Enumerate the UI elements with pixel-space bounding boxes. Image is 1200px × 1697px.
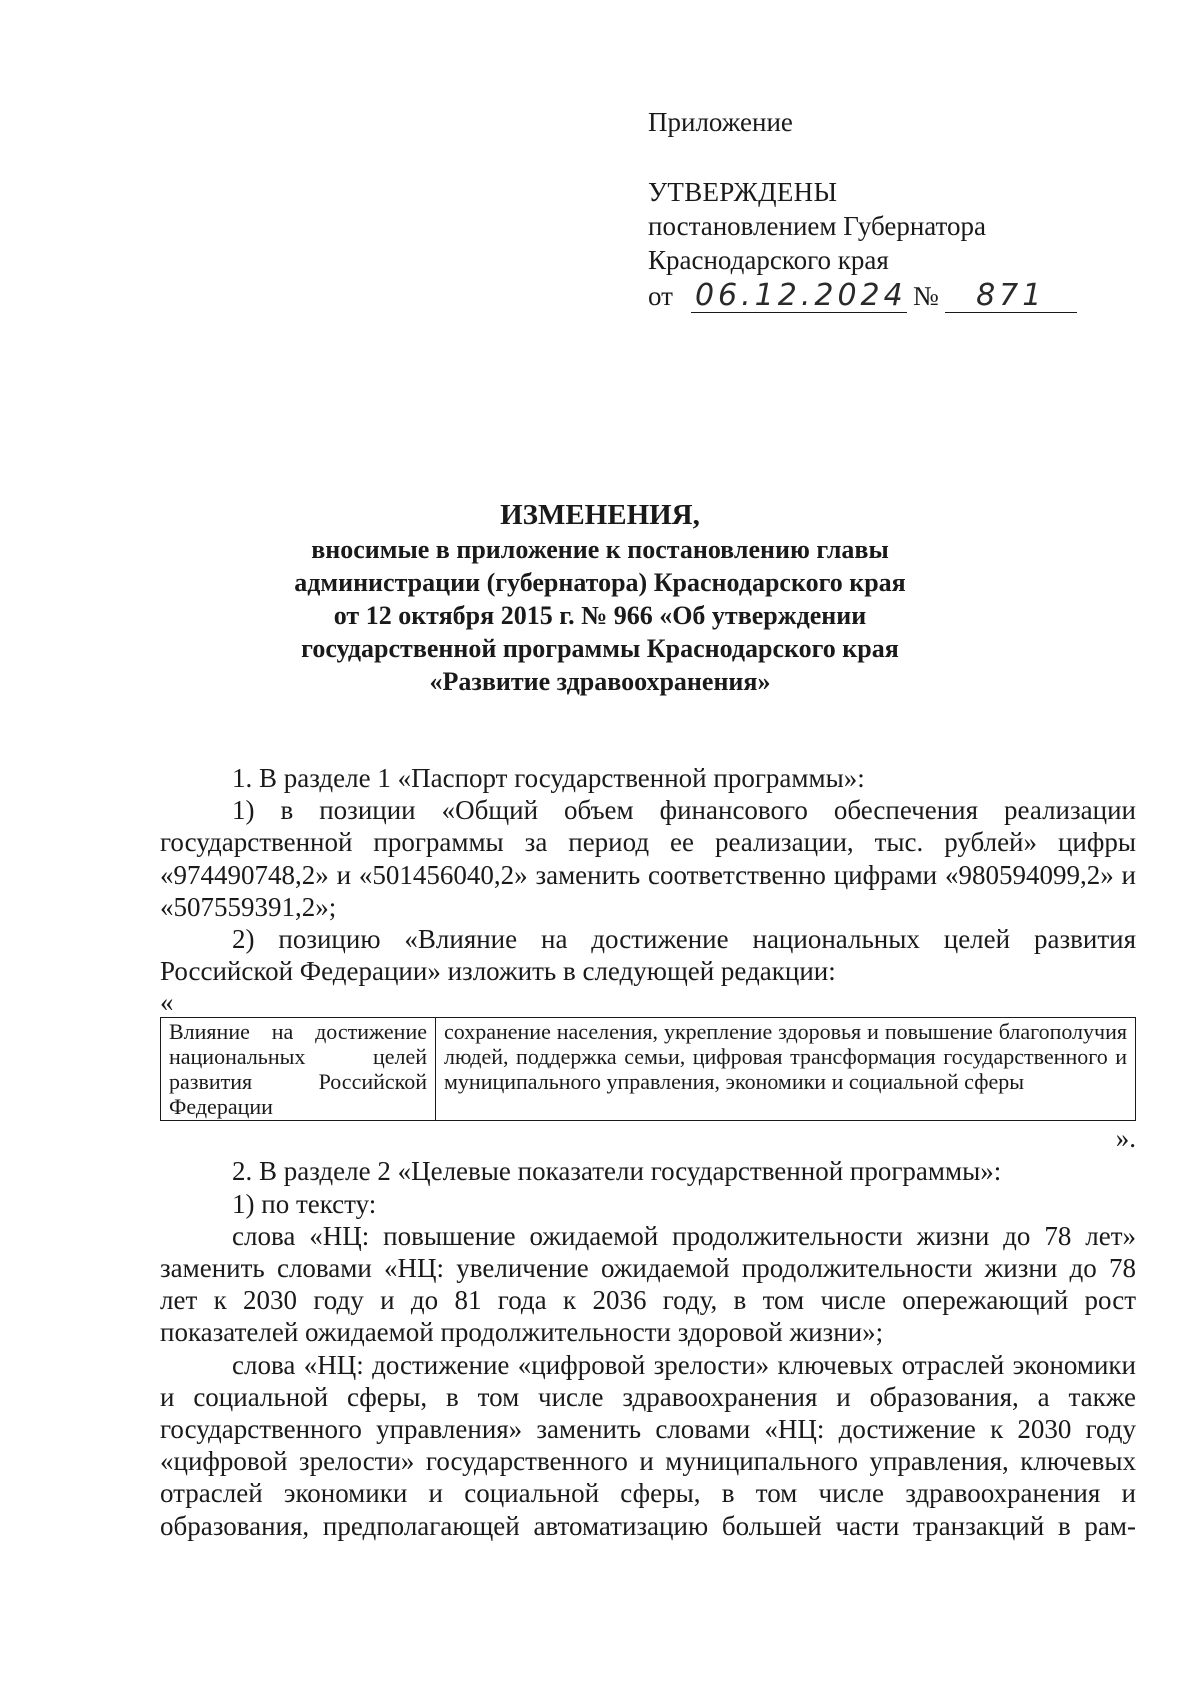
decree-reference [648,279,1077,313]
document-title [160,497,1040,698]
table-row [161,1018,1136,1121]
paragraph: 1) в позиции «Общий объем финансового обеспечения реализации государственной программы за период ее реализации, тыс. рублей» цифры «974490748,2» и «501456040,2» заменить соответственно цифрами «980594099,2» и «507559391,2»; [160,795,1136,922]
appendix-label: Приложение [648,107,793,137]
approved-by-line-1: постановлением Губернатора [648,211,986,241]
title-line: «Развитие здравоохранения» [429,667,771,696]
approved-label: УТВЕРЖДЕНЫ [648,177,838,207]
quote-open-mark: « [160,987,174,1018]
approved-by-line-2: Краснодарского края [648,245,889,275]
title-line: от 12 октября 2015 г. № 966 «Об утверждении [333,601,867,630]
paragraph: слова «НЦ: достижение «цифровой зрелости» ключевых отраслей экономики и социальной сферы, в том числе здравоохранения и образования, а также государственного управления» заменить словами «НЦ: достижение к 2030 году «цифровой зрелости» государственного и муниципального управления, ключевых отраслей экономики и социальной сферы, в том числе здравоохранения и образования, предполагающей автоматизацию большей части транзакций в рам- [160,1349,1136,1541]
handwritten-date: 06.12.2024 [691,280,907,313]
paragraph: 2. В разделе 2 «Целевые показатели государственной программы»: [232,1156,1002,1187]
paragraph: слова «НЦ: повышение ожидаемой продолжительности жизни до 78 лет» заменить словами «НЦ: увеличение ожидаемой продолжительности жизни до 78 лет к 2030 году и до 81 года к 2036 году, в том числе опережающий рост показателей ожидаемой продолжительности здоровой жизни»; [160,1220,1136,1348]
paragraph: 1) по тексту: [232,1188,377,1219]
paragraph: 2) позицию «Влияние на достижение национальных целей развития Российской Федерации» изложить в следующей редакции: [160,924,1136,987]
quote-close-mark: ». [1115,1123,1136,1154]
approval-stamp-block [648,105,1077,313]
paragraph: 1. В разделе 1 «Паспорт государственной программы»: [232,763,865,793]
number-label: № [912,281,939,311]
title-line: государственной программы Краснодарского края [301,634,899,663]
title-line: администрации (губернатора) Краснодарского края [294,568,906,597]
table-cell-value: сохранение населения, укрепление здоровья и повышение благополучия людей, поддержка семьи, цифровая трансформация государственного и муниципального управления, экономики и социальной сферы [436,1018,1136,1121]
document-body [160,762,1136,1542]
from-label: от [648,281,673,311]
title-main: ИЗМЕНЕНИЯ, [500,499,700,531]
table-cell-position: Влияние на достижение национальных целей развития Российской Федерации [161,1018,436,1121]
passport-table [160,1017,1136,1121]
handwritten-number: 871 [945,280,1077,313]
title-line: вносимые в приложение к постановлению главы [311,535,889,564]
